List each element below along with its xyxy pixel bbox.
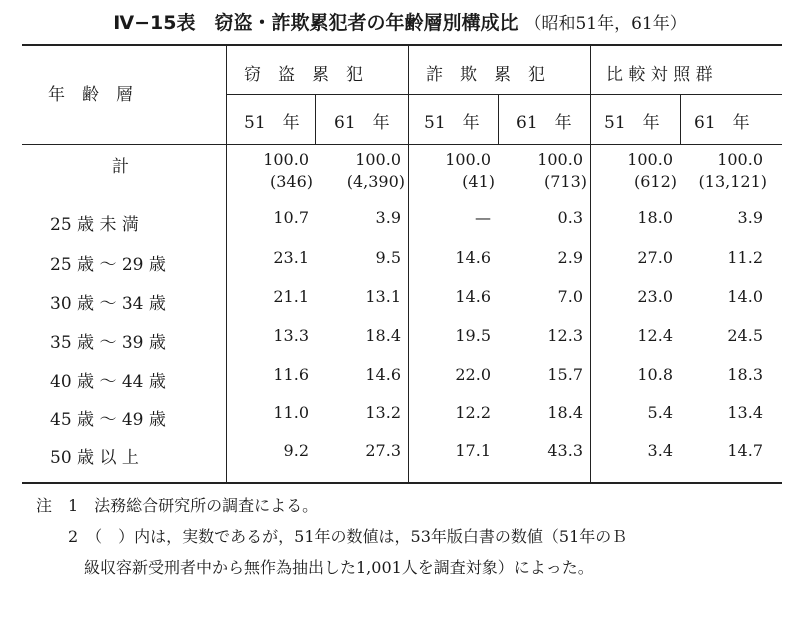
table-cell: 18.3 bbox=[727, 365, 763, 384]
table-cell: 18.4 bbox=[547, 403, 583, 422]
table-cell: 2.9 bbox=[557, 248, 583, 267]
row-label: 25 歳 ～ 29 歳 bbox=[50, 255, 166, 275]
table-cell: 100.0 bbox=[445, 150, 491, 169]
table-cell: 43.3 bbox=[547, 441, 583, 460]
bottom-rule bbox=[22, 482, 782, 484]
year-header: 51 年 bbox=[244, 113, 300, 133]
table-cell: 14.6 bbox=[365, 365, 401, 384]
table-cell: 13.3 bbox=[273, 326, 309, 345]
table-cell: 14.6 bbox=[455, 248, 491, 267]
vline-2 bbox=[408, 46, 409, 483]
table-cell: 12.3 bbox=[547, 326, 583, 345]
subheader-rule bbox=[226, 94, 782, 95]
row-label: 45 歳 ～ 49 歳 bbox=[50, 410, 166, 430]
row-label: 30 歳 ～ 34 歳 bbox=[50, 294, 166, 314]
count-cell: (713) bbox=[543, 172, 587, 191]
table-cell: 11.6 bbox=[273, 365, 309, 384]
table-cell: 11.0 bbox=[273, 403, 309, 422]
table-cell: 21.1 bbox=[273, 287, 309, 306]
table-cell: 27.0 bbox=[637, 248, 673, 267]
note-line: 2 （ ）内は，実数であるが，51年の数値は，53年版白書の数値（51年のＢ bbox=[36, 527, 628, 546]
row-label: 25 歳 未 満 bbox=[50, 215, 139, 235]
count-cell: (41) bbox=[462, 172, 495, 191]
table-cell: 10.7 bbox=[273, 208, 309, 227]
table-cell: 14.7 bbox=[727, 441, 763, 460]
notes bbox=[36, 490, 627, 583]
group-header-theft: 窃 盗 累 犯 bbox=[244, 65, 363, 85]
table-cell: 23.0 bbox=[637, 287, 673, 306]
year-header: 61 年 bbox=[516, 113, 572, 133]
year-header: 51 年 bbox=[424, 113, 480, 133]
note-line: 級収容新受刑者中から無作為抽出した1,001人を調査対象）によった。 bbox=[36, 558, 594, 577]
table-cell: 100.0 bbox=[263, 150, 309, 169]
count-cell: (346) bbox=[269, 172, 313, 191]
vline-1 bbox=[226, 46, 227, 483]
table-cell: 14.6 bbox=[455, 287, 491, 306]
note-line: 注 1 法務総合研究所の調査による。 bbox=[36, 496, 319, 515]
title-main: Ⅳ−15表 窃盗・詐欺累犯者の年齢層別構成比 bbox=[113, 12, 519, 34]
table-cell: 100.0 bbox=[355, 150, 401, 169]
table-title bbox=[0, 8, 800, 35]
table-cell: 3.9 bbox=[737, 208, 763, 227]
table-cell: 12.2 bbox=[455, 403, 491, 422]
count-cell: (13,121) bbox=[698, 172, 767, 191]
table-cell: 18.0 bbox=[637, 208, 673, 227]
table-cell: 7.0 bbox=[557, 287, 583, 306]
table-cell: 13.1 bbox=[365, 287, 401, 306]
group-header-fraud: 詐 欺 累 犯 bbox=[426, 65, 545, 85]
table-cell: 100.0 bbox=[627, 150, 673, 169]
table-cell: 12.4 bbox=[637, 326, 673, 345]
table-cell: 3.4 bbox=[647, 441, 673, 460]
table-cell: 17.1 bbox=[455, 441, 491, 460]
age-group-header: 年 齢 層 bbox=[48, 85, 133, 105]
table-cell: 100.0 bbox=[537, 150, 583, 169]
count-cell: (4,390) bbox=[346, 172, 405, 191]
year-header: 61 年 bbox=[334, 113, 390, 133]
vline-3 bbox=[590, 46, 591, 483]
table-cell: 0.3 bbox=[557, 208, 583, 227]
table-cell: 23.1 bbox=[273, 248, 309, 267]
table-cell: 22.0 bbox=[455, 365, 491, 384]
table-cell: 24.5 bbox=[727, 326, 763, 345]
table-cell: 3.9 bbox=[375, 208, 401, 227]
title-sub: （昭和51年，61年） bbox=[524, 14, 687, 34]
row-label: 40 歳 ～ 44 歳 bbox=[50, 372, 166, 392]
table-cell: 10.8 bbox=[637, 365, 673, 384]
table-cell: 19.5 bbox=[455, 326, 491, 345]
top-rule bbox=[22, 44, 782, 46]
table-cell: 15.7 bbox=[547, 365, 583, 384]
table-cell: 9.5 bbox=[375, 248, 401, 267]
row-label: 計 bbox=[112, 157, 129, 177]
table-cell: 100.0 bbox=[717, 150, 763, 169]
table-cell: 5.4 bbox=[647, 403, 673, 422]
table-cell: 18.4 bbox=[365, 326, 401, 345]
row-label: 50 歳 以 上 bbox=[50, 448, 139, 468]
table-cell: 27.3 bbox=[365, 441, 401, 460]
vline-year-2 bbox=[498, 94, 499, 144]
group-header-control: 比 較 対 照 群 bbox=[606, 65, 713, 85]
header-rule bbox=[22, 144, 782, 145]
row-label: 35 歳 ～ 39 歳 bbox=[50, 333, 166, 353]
year-header: 51 年 bbox=[604, 113, 660, 133]
table-cell: — bbox=[475, 208, 491, 227]
vline-year-3 bbox=[680, 94, 681, 144]
table-cell: 13.4 bbox=[727, 403, 763, 422]
table-cell: 14.0 bbox=[727, 287, 763, 306]
table-cell: 13.2 bbox=[365, 403, 401, 422]
table-cell: 11.2 bbox=[727, 248, 763, 267]
table-cell: 9.2 bbox=[283, 441, 309, 460]
vline-year-1 bbox=[315, 94, 316, 144]
count-cell: (612) bbox=[633, 172, 677, 191]
year-header: 61 年 bbox=[694, 113, 750, 133]
